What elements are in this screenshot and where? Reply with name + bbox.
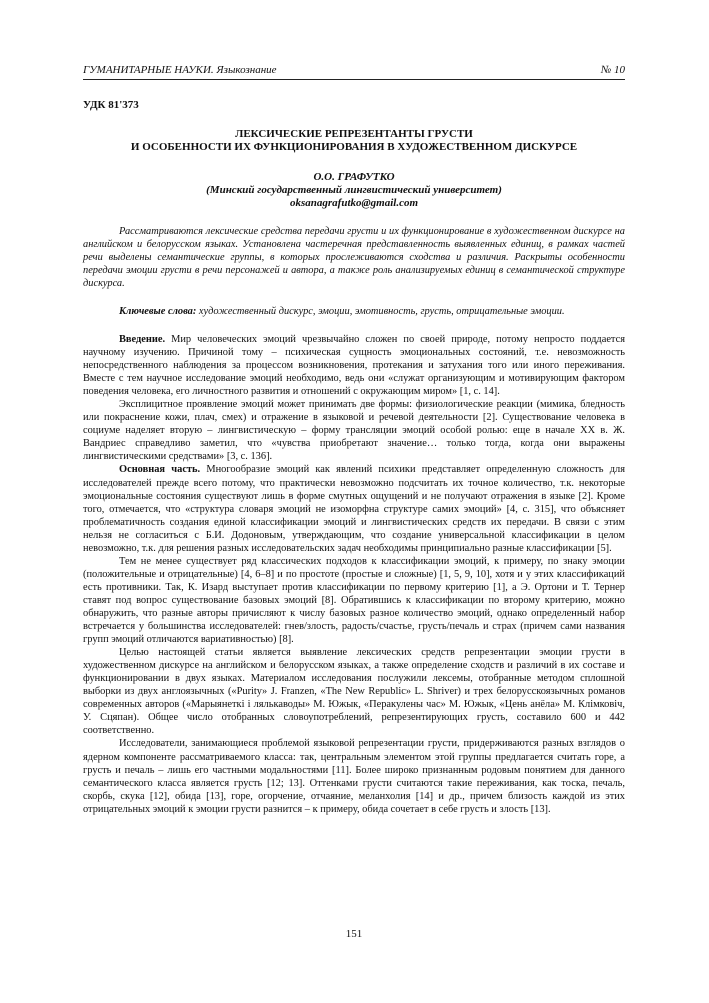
- page-number: 151: [345, 928, 363, 940]
- article-title: [83, 128, 625, 154]
- section-heading-main: Основная часть.: [119, 464, 201, 476]
- running-header: [83, 64, 625, 76]
- udk-code: УДК 81'373: [83, 99, 139, 111]
- paragraph-text: Мир человеческих эмоций чрезвычайно сложен по своей природе, потому непросто поддается научному изучению. Причиной тому – психическая сущность эмоциональных состояний, т.е. невозможность непосредственного наблюдения за процессом возникновения, протекания и затухания того или иного переживания. Вместе с тем научное исследование эмоций необходимо, ведь они «служат организующим и мотивирующим фактором поведения человека, его личностного развития и отношений с окружающим миром» [1, с. 14].: [83, 334, 625, 398]
- abstract: Рассматриваются лексические средства передачи грусти и их функционирование в художественном дискурсе на английском и белорусском языках. Установлена частеречная представленность выявленных единиц, в рамках частей речи выделены семантические группы, в которых прослеживаются сходства и различия. Раскрыты особенности передачи эмоции грусти в речи персонажей и автора, а также роль анализируемых единиц в семантической структуре дискурса.: [83, 226, 625, 290]
- title-line-1: ЛЕКСИЧЕСКИЕ РЕПРЕЗЕНТАНТЫ ГРУСТИ: [235, 128, 473, 140]
- author-affiliation: (Минский государственный лингвистический университет): [206, 184, 502, 196]
- author-email[interactable]: oksanagrafutko@gmail.com: [289, 197, 419, 209]
- section-heading-introduction: Введение.: [119, 334, 166, 345]
- keywords-label: Ключевые слова:: [119, 306, 197, 317]
- paragraph-text: Многообразие эмоций как явлений психики представляет определенную сложность для исследователей прежде всего потому, что практически невозможно подсчитать их точное количество, т.к. некоторые эмоциональные состояния существуют лишь в форме смутных ощущений и не получают отражения в языке [2]. Кроме того, отмечается, что «структура словаря эмоций не изоморфна структуре самих эмоций» [4, с. 315], что объясняет проблематичность создания единой классификации эмоций и лингвистических средств их передачи. В связи с этим нельзя не согласиться с Б.И. Додоновым, утверждающим, что создание универсальной классификации в целом невозможно, т.к. для решения разных исследовательских задач необходимы принципиально разные классификации [5].: [83, 464, 625, 554]
- journal-section: ГУМАНИТАРНЫЕ НАУКИ. Языкознание: [83, 64, 277, 76]
- paragraph: Тем не менее существует ряд классических подходов к классификации эмоций, к примеру, по знаку эмоции (положительные и отрицательные) [4, 6–8] и по простоте (простые и сложные) [1, 5, 9, 10], хотя и у этих классификаций есть противники. Так, К. Изард выступает против классификации по первому критерию [1], а Э. Ортони и Т. Тернер ставят под вопрос существование базовых эмоций [8]. Обратившись к классификации по второму критерию, можно обнаружить, что разные авторы причисляют к числу базовых разное количество эмоций, однако определенный набор встречается у большинства исследователей: гнев/злость, радость/счастье, грусть/печаль и страх (причем сами названия групп эмоций отличаются вариативностью) [8].: [83, 555, 625, 646]
- paragraph-main-part: [83, 463, 625, 554]
- keywords-text: художественный дискурс, эмоции, эмотивность, грусть, отрицательные эмоции.: [196, 306, 565, 317]
- paragraph: Целью настоящей статьи является выявление лексических средств репрезентации эмоции грусти в художественном дискурсе на английском и белорусском языках, а также определение сходств и различий в их составе и функционировании в двух языках. Материалом исследования послужили лексемы, отобранные методом сплошной выборки из двух англоязычных («Purity» J. Franzen, «The New Republic» L. Shriver) и трех белорусскоязычных романов современных авторов («Марыянеткі і лялькаводы» М. Южык, «Пеpакулены час» М. Южык, «Цень анёла» М. Клімковіч, У. Сцяпан). Общее число отобранных словоупотреблений, репрезентирующих грусть, составило 600 и 442 соответственно.: [83, 647, 625, 737]
- keywords: [83, 305, 625, 318]
- author-name: О.О. ГРАФУТКО: [313, 171, 395, 183]
- paragraph: Исследователи, занимающиеся проблемой языковой репрезентации грусти, придерживаются разных взглядов о ядерном компоненте рассматриваемого класса: так, центральным элементом этой группы предлагается считать горе, а грусть и печаль – лишь его частными модальностями [11]. Более широко признанным родовым понятием для данного семантического класса является грусть [12; 13]. Оттенками грусти считаются такие переживания, как тоска, печаль, скорбь, скука [12], обида [13], горе, огорчение, отчаяние, меланхолия [14] и др., причем близость каждой из этих отрицательных эмоций к эмоции грусти разнится – к примеру, обида сочетает в себе грусть и злость [13].: [83, 738, 625, 815]
- article-body: [83, 333, 625, 816]
- paragraph-introduction: [83, 333, 625, 398]
- issue-number: № 10: [600, 64, 625, 76]
- author-block: [83, 171, 625, 210]
- header-divider: [83, 79, 625, 80]
- paragraph: Эксплицитное проявление эмоций может принимать две формы: физиологические реакции (мимика, бледность или покраснение кожи, плач, смех) и отражение в языковой и речевой деятельности [2]. Существование человека в социуме наделяет вторую – лингвистическую – форму трансляции эмоций особой ролью: еще в начале ХХ в. Ж. Вандриес справедливо заметил, что «чувства приобретают значение… только тогда, когда они выражены лингвистическими средствами» [3, с. 136].: [83, 399, 625, 463]
- title-line-2: И ОСОБЕННОСТИ ИХ ФУНКЦИОНИРОВАНИЯ В ХУДОЖЕСТВЕННОМ ДИСКУРСЕ: [130, 141, 578, 153]
